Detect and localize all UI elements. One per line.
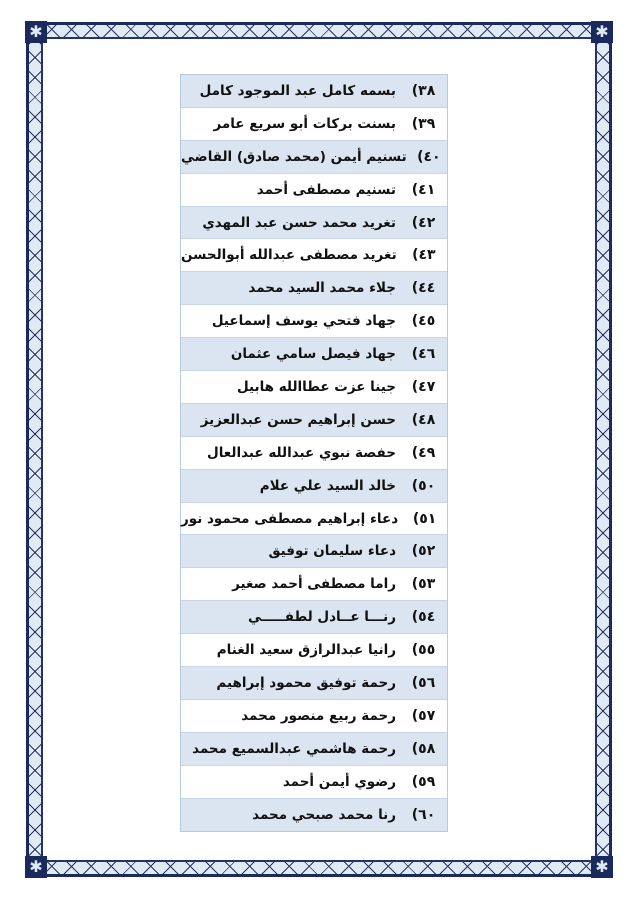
student-name: خالد السيد علي علام [259, 477, 396, 494]
table-row [181, 568, 447, 601]
table-row [181, 535, 447, 568]
row-number: ٤١) [411, 181, 436, 198]
student-name: حفصة نبوي عبدالله عبدالعال [206, 444, 396, 461]
student-name: رنـــا عــادل لطفـــــي [248, 609, 396, 626]
table-row [181, 239, 447, 272]
corner-ornament-icon: ✱ [25, 21, 47, 43]
student-name: رنا محمد صبحي محمد [252, 807, 396, 824]
student-name: دعاء إبراهيم مصطفى محمود نور [181, 510, 399, 527]
student-name: جهاد فيصل سامي عثمان [230, 346, 396, 363]
row-number: ٤٠) [417, 148, 441, 165]
student-name: تغريد مصطفى عبدالله أبوالحسن [181, 247, 397, 264]
table-row [181, 601, 447, 634]
corner-ornament-icon: ✱ [25, 856, 47, 878]
table-row [181, 799, 447, 832]
student-name: جلاء محمد السيد محمد [248, 280, 396, 297]
student-name: تسنيم مصطفى أحمد [256, 181, 396, 198]
row-number: ٥٨) [411, 740, 436, 757]
table-row [181, 404, 447, 437]
table-row [181, 272, 447, 305]
row-number: ٥٧) [411, 707, 436, 724]
table-row [181, 667, 447, 700]
table-row [181, 766, 447, 799]
table-row [181, 75, 447, 108]
row-number: ٥٩) [411, 773, 436, 790]
border-band-bottom [29, 860, 609, 874]
row-number: ٦٠) [411, 807, 436, 824]
border-band-left [29, 25, 43, 874]
table-row [181, 437, 447, 470]
row-number: ٤٩) [411, 444, 436, 461]
student-name: دعاء سليمان توفيق [268, 543, 396, 560]
student-name: رحمة توفيق محمود إبراهيم [216, 674, 396, 691]
row-number: ٥٣) [411, 576, 436, 593]
corner-ornament-icon: ✱ [591, 21, 613, 43]
student-name: تغريد محمد حسن عبد المهدي [202, 214, 396, 231]
row-number: ٥٦) [411, 674, 436, 691]
row-number: ٤٧) [411, 378, 436, 395]
student-name: حسن إبراهيم حسن عبدالعزيز [200, 411, 396, 428]
row-number: ٥٠) [411, 477, 436, 494]
table-row [181, 470, 447, 503]
row-number: ٤٣) [412, 247, 436, 264]
row-number: ٣٨) [411, 82, 436, 99]
row-number: ٥٥) [411, 642, 436, 659]
student-name: راما مصطفى أحمد صغير [232, 576, 396, 593]
student-name: رحمة ربيع منصور محمد [241, 707, 396, 724]
table-row [181, 503, 447, 536]
row-number: ٥٢) [411, 543, 436, 560]
row-number: ٤٦) [411, 346, 436, 363]
student-name: تسنيم أيمن (محمد صادق) القاضي [181, 148, 407, 165]
names-table [180, 74, 448, 832]
student-name: رضوي أيمن أحمد [282, 773, 396, 790]
table-row [181, 371, 447, 404]
student-name: بسنت بركات أبو سريع عامر [213, 115, 396, 132]
table-row [181, 634, 447, 667]
table-row [181, 338, 447, 371]
table-row [181, 108, 447, 141]
student-name: رانيا عبدالرازق سعيد الغنام [216, 642, 396, 659]
table-row [181, 174, 447, 207]
table-row [181, 733, 447, 766]
row-number: ٤٨) [411, 411, 436, 428]
row-number: ٤٥) [411, 313, 436, 330]
row-number: ٤٤) [411, 280, 436, 297]
row-number: ٥١) [412, 510, 437, 527]
student-name: بسمه كامل عبد الموجود كامل [199, 82, 396, 99]
border-band-right [595, 25, 609, 874]
table-row [181, 141, 447, 174]
student-name: جينا عزت عطاالله هابيل [236, 378, 396, 395]
table-row [181, 305, 447, 338]
border-band-top [29, 25, 609, 39]
row-number: ٥٤) [411, 609, 436, 626]
student-name: جهاد فتحي يوسف إسماعيل [211, 313, 396, 330]
row-number: ٣٩) [411, 115, 436, 132]
student-name: رحمة هاشمي عبدالسميع محمد [192, 740, 396, 757]
row-number: ٤٢) [411, 214, 436, 231]
corner-ornament-icon: ✱ [591, 856, 613, 878]
table-row [181, 207, 447, 240]
table-row [181, 700, 447, 733]
